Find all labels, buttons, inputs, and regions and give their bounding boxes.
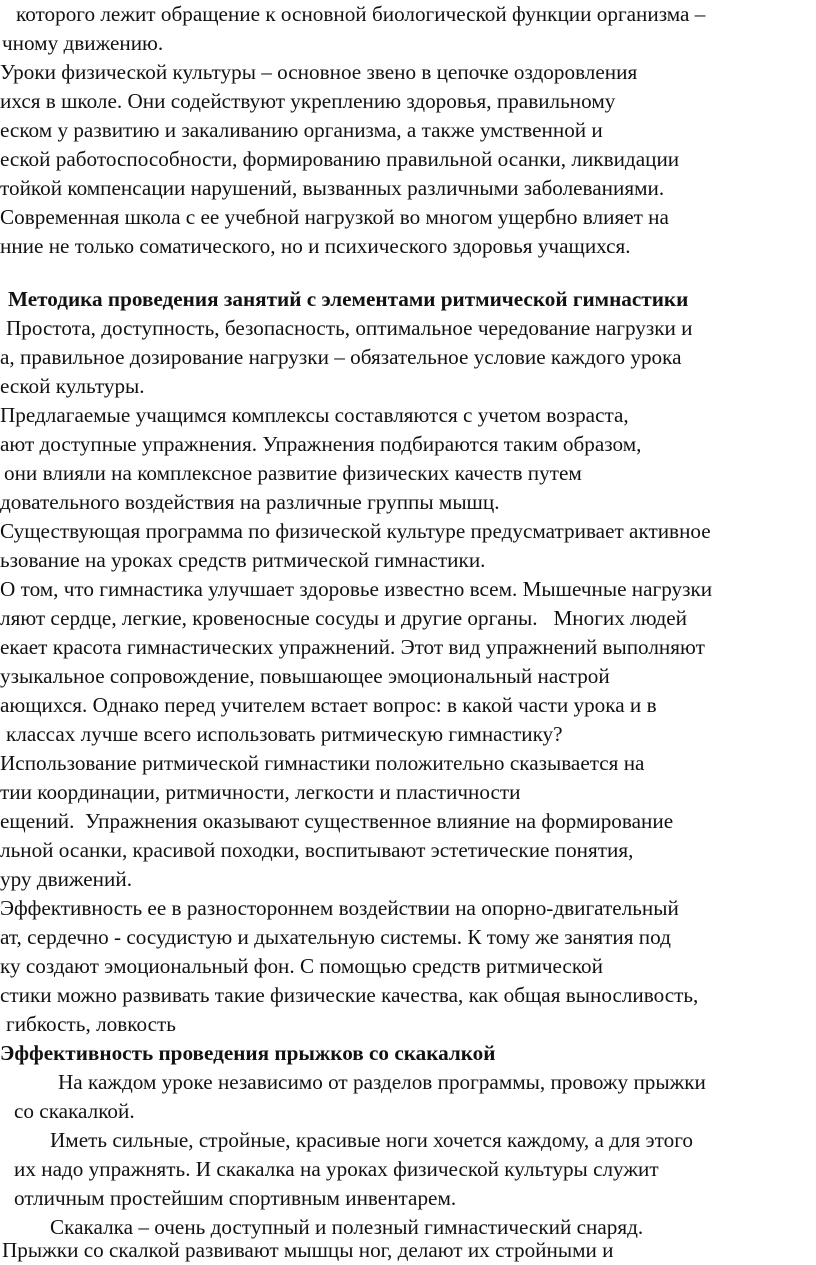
text-line: нние не только соматического, но и психического здоровья учащихся.	[0, 234, 631, 258]
text-line: На каждом уроке независимо от разделов программы, провожу прыжки	[58, 1070, 706, 1094]
text-line: Уроки физической культуры – основное звено в цепочке оздоровления	[0, 60, 638, 84]
text-line: екает красота гимнастических упражнений. Этот вид упражнений выполняют	[0, 635, 705, 659]
text-line: О том, что гимнастика улучшает здоровье известно всем. Мышечные нагрузки	[0, 577, 713, 601]
text-line: льной осанки, красивой походки, воспитывают эстетические понятия,	[0, 838, 634, 862]
section-heading: Эффективность проведения прыжков со скакалкой	[0, 1041, 496, 1065]
text-line: еском у развитию и закаливанию организма, а также умственной и	[0, 118, 603, 142]
text-line: Прыжки со скалкой развивают мышцы ног, делают их стройными и	[2, 1238, 614, 1262]
text-line: Существующая программа по физической культуре предусматривает активное	[0, 519, 711, 543]
text-line: чному движению.	[2, 31, 164, 55]
text-line: ьзование на уроках средств ритмической гимнастики.	[0, 548, 486, 572]
text-line: уру движений.	[0, 867, 132, 891]
text-line: Скакалка – очень доступный и полезный гимнастический снаряд.	[50, 1215, 644, 1239]
text-line: ещений. Упражнения оказывают существенное влияние на формирование	[0, 809, 674, 833]
text-line: ляют сердце, легкие, кровеносные сосуды и другие органы. Многих людей	[0, 606, 687, 630]
text-line: их надо упражнять. И скакалка на уроках физической культуры служит	[14, 1157, 659, 1181]
text-line: Простота, доступность, безопасность, оптимальное чередование нагрузки и	[6, 316, 693, 340]
text-line: стики можно развивать такие физические качества, как общая выносливость,	[0, 983, 699, 1007]
text-line: а, правильное дозирование нагрузки – обязательное условие каждого урока	[0, 345, 682, 369]
text-line: ат, сердечно - сосудистую и дыхательную системы. К тому же занятия под	[0, 925, 671, 949]
text-line: ку создают эмоциональный фон. С помощью средств ритмической	[0, 954, 603, 978]
section-heading: Методика проведения занятий с элементами ритмической гимнастики	[8, 287, 689, 311]
text-line: тойкой компенсации нарушений, вызванных различными заболеваниями.	[0, 176, 665, 200]
text-line: они влияли на комплексное развитие физических качеств путем	[4, 461, 582, 485]
text-line: узыкальное сопровождение, повышающее эмоциональный настрой	[0, 664, 610, 688]
text-line: Современная школа с ее учебной нагрузкой во многом ущербно влияет на	[0, 205, 669, 229]
text-line: со скакалкой.	[14, 1099, 135, 1123]
text-line: Эффективность ее в разностороннем воздействии на опорно-двигательный	[0, 896, 679, 920]
text-line: классах лучше всего использовать ритмическую гимнастику?	[6, 722, 563, 746]
text-line: Предлагаемые учащимся комплексы составляются с учетом возраста,	[0, 403, 629, 427]
text-line: еской культуры.	[0, 374, 145, 398]
text-line: ихся в школе. Они содействуют укреплению здоровья, правильному	[0, 89, 616, 113]
text-line: Иметь сильные, стройные, красивые ноги хочется каждому, а для этого	[50, 1128, 693, 1152]
text-line: тии координации, ритмичности, легкости и пластичности	[0, 780, 521, 804]
text-line: которого лежит обращение к основной биологической функции организма –	[16, 2, 706, 26]
text-line: гибкость, ловкость	[6, 1012, 176, 1036]
text-line: отличным простейшим спортивным инвентарем.	[14, 1186, 457, 1210]
text-line: еской работоспособности, формированию правильной осанки, ликвидации	[0, 147, 680, 171]
text-line: ают доступные упражнения. Упражнения подбираются таким образом,	[0, 432, 642, 456]
text-line: довательного воздействия на различные группы мышц.	[0, 490, 500, 514]
text-line: Использование ритмической гимнастики положительно сказывается на	[0, 751, 645, 775]
text-line: ающихся. Однако перед учителем встает вопрос: в какой части урока и в	[0, 693, 657, 717]
